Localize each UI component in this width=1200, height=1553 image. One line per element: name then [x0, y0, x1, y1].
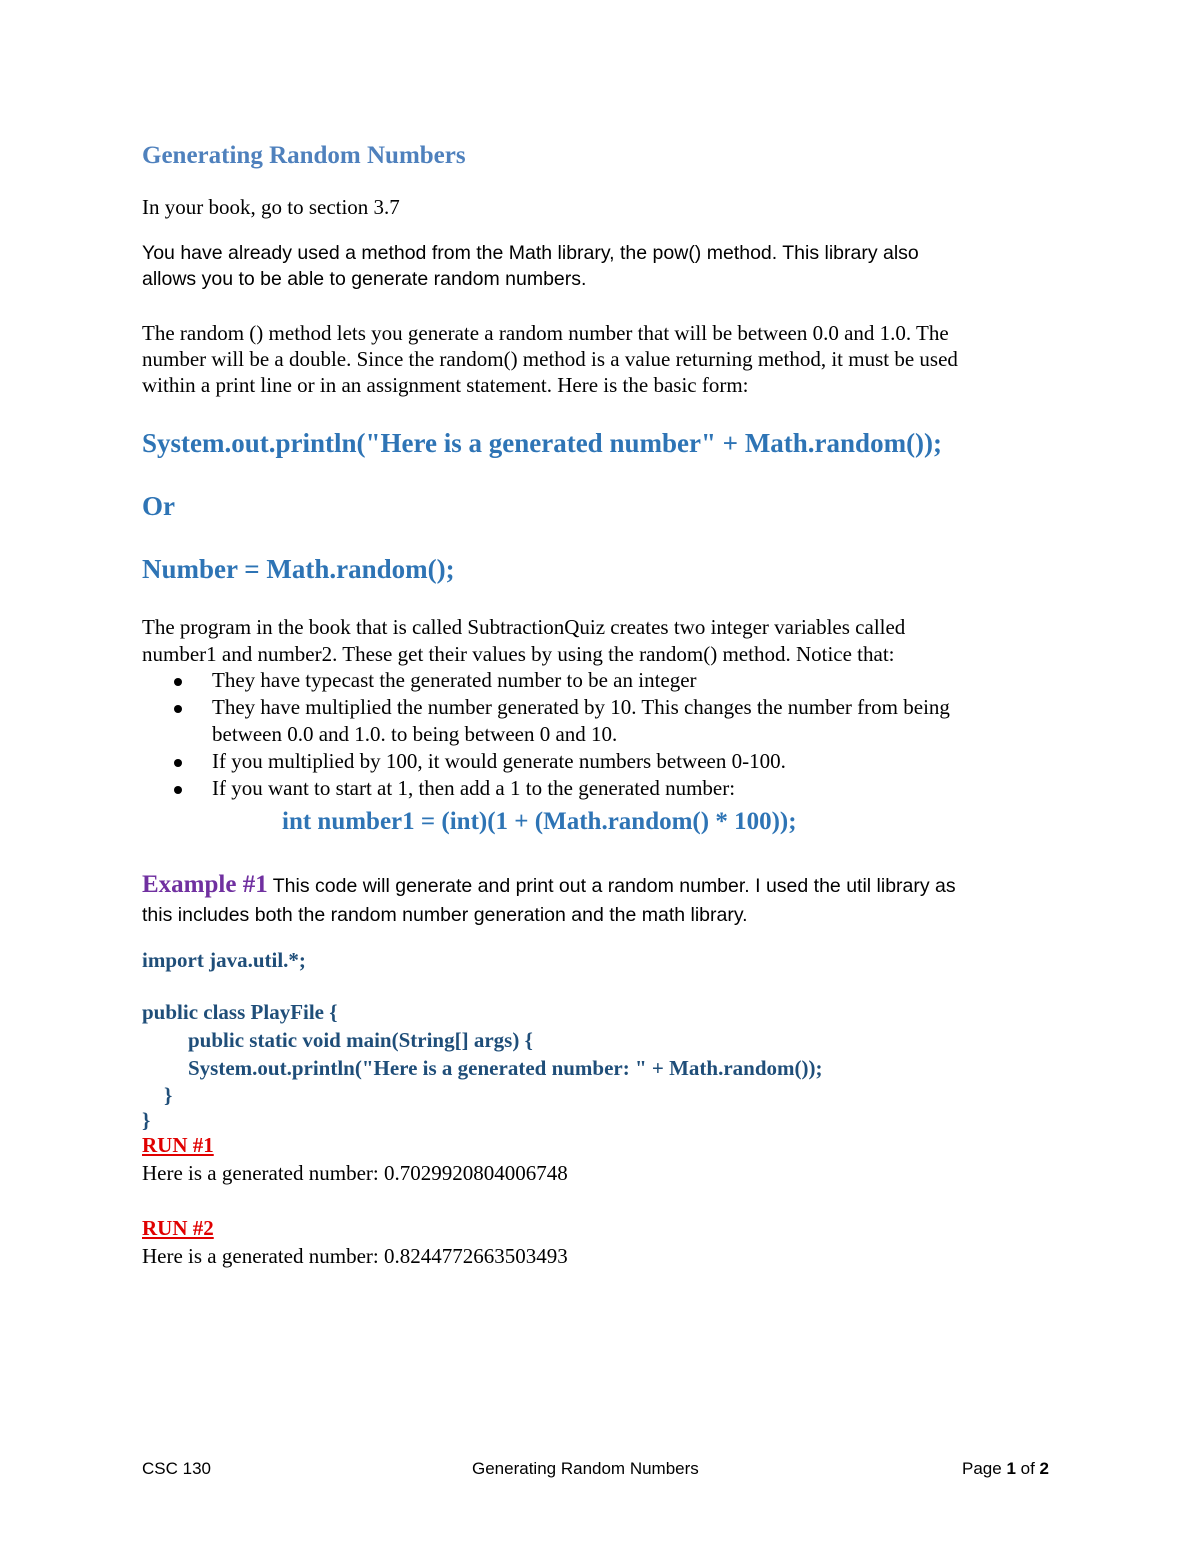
code-close-outer: }	[142, 1108, 151, 1132]
run-1-label: RUN #1	[142, 1133, 214, 1157]
code-import: import java.util.*;	[142, 948, 306, 972]
run-2-output: Here is a generated number: 0.8244772663503493	[142, 1244, 568, 1268]
para1-line2: allows you to be able to generate random numbers.	[142, 268, 587, 290]
footer-page-number: Page 1 of 2	[962, 1459, 1049, 1478]
list-item-continuation: between 0.0 and 1.0. to being between 0 and 10.	[212, 722, 618, 746]
notice-bullet-list	[142, 667, 950, 802]
para2-line3: within a print line or in an assignment statement. Here is the basic form:	[142, 373, 749, 397]
example-heading	[142, 870, 956, 901]
list-item: If you multiplied by 100, it would generate numbers between 0-100.	[142, 748, 950, 775]
run-2-label: RUN #2	[142, 1216, 214, 1240]
code-form-println: System.out.println("Here is a generated number" + Math.random());	[142, 428, 943, 458]
code-main-decl: public static void main(String[] args) {	[188, 1028, 533, 1052]
bullet-icon	[174, 786, 182, 794]
run-1-output: Here is a generated number: 0.7029920804006748	[142, 1161, 568, 1185]
bullet-code-example: int number1 = (int)(1 + (Math.random() * 100));	[282, 808, 797, 835]
list-item: They have multiplied the number generated by 10. This changes the number from being	[142, 694, 950, 721]
footer-course: CSC 130	[142, 1459, 211, 1478]
bullet-icon	[174, 705, 182, 713]
page-title: Generating Random Numbers	[142, 142, 466, 169]
list-item: If you want to start at 1, then add a 1 to the generated number:	[142, 775, 950, 802]
para2-line2: number will be a double. Since the random() method is a value returning method, it must be used	[142, 347, 958, 371]
bullet-icon	[174, 759, 182, 767]
code-form-assignment: Number = Math.random();	[142, 554, 455, 584]
para3-line2: number1 and number2. These get their values by using the random() method. Notice that:	[142, 642, 895, 666]
code-class-decl: public class PlayFile {	[142, 1000, 338, 1024]
code-close-inner: }	[164, 1083, 173, 1107]
example-label: Example #1	[142, 871, 268, 898]
code-form-or: Or	[142, 491, 175, 521]
para2-line1: The random () method lets you generate a random number that will be between 0.0 and 1.0. The	[142, 321, 949, 345]
bullet-icon	[174, 678, 182, 686]
code-print-stmt: System.out.println("Here is a generated number: " + Math.random());	[188, 1056, 823, 1080]
para1-line1: You have already used a method from the Math library, the pow() method. This library also	[142, 242, 919, 264]
footer-title: Generating Random Numbers	[472, 1459, 699, 1478]
example-text-line1: This code will generate and print out a random number. I used the util library as	[267, 875, 956, 897]
example-text-line2: this includes both the random number generation and the math library.	[142, 904, 748, 926]
list-item: They have typecast the generated number to be an integer	[142, 667, 950, 694]
para3-line1: The program in the book that is called SubtractionQuiz creates two integer variables called	[142, 615, 906, 639]
intro-text: In your book, go to section 3.7	[142, 195, 400, 219]
